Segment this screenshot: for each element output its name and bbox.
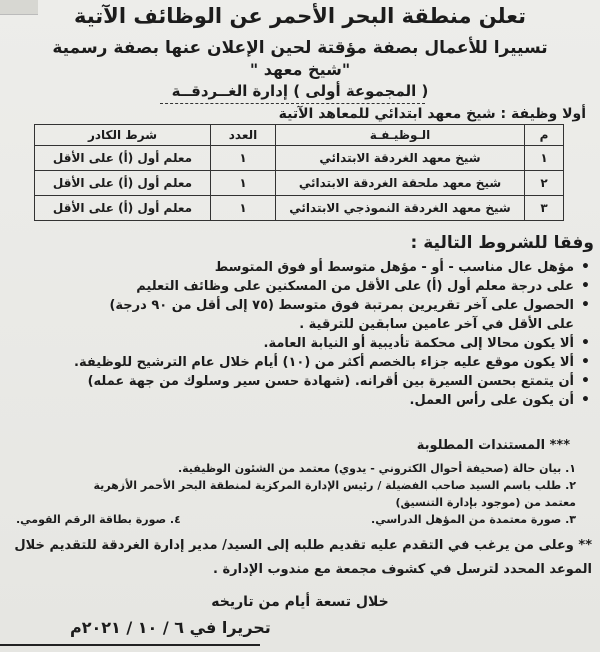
apply-line: ** وعلى من يرغب في التقدم عليه تقديم طلبه إلى السيد/ مدير إدارة الغردقة للتقديم خلال [14, 538, 592, 553]
conditions-heading: وفقا للشروط التالية : [410, 233, 594, 253]
condition-text: الحصول على آخر تقريرين بمرتبة فوق متوسط (٧٥ إلى أقل من ٩٠ درجة) [109, 298, 574, 313]
bullet-icon: • [581, 373, 590, 389]
row-cadre: معلم أول (أ) على الأقل [35, 196, 211, 221]
document-item: ٢. طلب باسم السيد صاحب الفضيلة / رئيس الإدارة المركزية لمنطقة البحر الأحمر الأزهرية [93, 479, 576, 492]
list-item [22, 277, 592, 296]
row-job: شيخ معهد ملحقة الغردقة الابتدائي [276, 171, 525, 196]
row-job: شيخ معهد الغردقة النموذجي الابتدائي [276, 196, 525, 221]
issue-date: تحريرا في ٦ / ١٠ / ٢٠٢١م [70, 618, 271, 637]
condition-continuation: على الأقل في آخر عامين سابقين للترقية . [299, 317, 574, 332]
condition-text: مؤهل عال مناسب - أو - مؤهل متوسط أو فوق المتوسط [214, 260, 574, 275]
list-item [22, 334, 592, 353]
bullet-icon: • [581, 297, 590, 313]
document-item: ٣. صورة معتمدة من المؤهل الدراسي. [371, 513, 576, 526]
header-count: العدد [211, 125, 276, 146]
row-count: ١ [211, 146, 276, 171]
date-underline [0, 644, 260, 646]
condition-text: ألا يكون موقع عليه جزاء بالخصم أكثر من (١٠) أيام خلال عام الترشيح للوظيفة. [74, 355, 574, 370]
row-job: شيخ معهد الغردقة الابتدائي [276, 146, 525, 171]
bullet-icon: • [581, 392, 590, 408]
table-header-row [35, 125, 564, 146]
row-num: ٣ [525, 196, 564, 221]
group-line: ( المجموعة أولى ) إدارة الغــردقــة [171, 82, 429, 100]
page-title: تعلن منطقة البحر الأحمر عن الوظائف الآتية [73, 4, 526, 28]
apply-line: الموعد المحدد لترسل في كشوف مجمعة مع مندوب الإدارة . [213, 562, 592, 577]
documents-heading: *** المستندات المطلوبة [416, 438, 570, 453]
condition-text: ألا يكون محالا إلى محكمة تأديبية أو النيابة العامة. [263, 336, 574, 351]
condition-text: أن يكون على رأس العمل. [409, 393, 574, 408]
row-cadre: معلم أول (أ) على الأقل [35, 146, 211, 171]
bullet-icon: • [581, 335, 590, 351]
bullet-icon: • [581, 259, 590, 275]
job-name: "شيخ معهد " [249, 60, 351, 79]
first-job-line: أولا وظيفة : شيخ معهد ابتدائي للمعاهد الآتية [278, 106, 586, 122]
list-item [22, 353, 592, 372]
row-cadre: معلم أول (أ) على الأقل [35, 171, 211, 196]
table-row [35, 196, 564, 221]
document-item: ١. بيان حالة (صحيفة أحوال الكتروني - يدوي) معتمد من الشئون الوظيفية. [177, 462, 576, 475]
jobs-table [34, 124, 564, 221]
header-num: م [525, 125, 564, 146]
conditions-list [22, 258, 592, 410]
list-item [22, 391, 592, 410]
row-num: ٢ [525, 171, 564, 196]
condition-text: أن يتمتع بحسن السيرة بين أقرانه. (شهادة حسن سير وسلوك من جهة عمله) [87, 374, 574, 389]
document-item-continuation: معتمد من (موجود بإدارة التنسيق) [395, 496, 576, 509]
header-job: الـوظيـفـة [276, 125, 525, 146]
row-count: ١ [211, 196, 276, 221]
document-item: ٤. صورة بطاقة الرقم القومي. [16, 513, 181, 526]
header-cadre: شرط الكادر [35, 125, 211, 146]
list-item [22, 296, 592, 334]
document-row [16, 511, 576, 528]
documents-list [16, 460, 576, 528]
group-underline [160, 103, 425, 104]
bullet-icon: • [581, 278, 590, 294]
apply-instructions [12, 534, 592, 582]
condition-text: على درجة معلم أول (أ) على الأقل من المسكنين على وظائف التعليم [136, 279, 574, 294]
bullet-icon: • [581, 354, 590, 370]
row-num: ١ [525, 146, 564, 171]
table-row [35, 146, 564, 171]
table-row [35, 171, 564, 196]
list-item [22, 372, 592, 391]
page-subtitle: تسييرا للأعمال بصفة مؤقتة لحين الإعلان عنها بصفة رسمية [52, 38, 548, 58]
list-item [22, 258, 592, 277]
deadline-text: خلال تسعة أيام من تاريخه [211, 594, 389, 610]
row-count: ١ [211, 171, 276, 196]
